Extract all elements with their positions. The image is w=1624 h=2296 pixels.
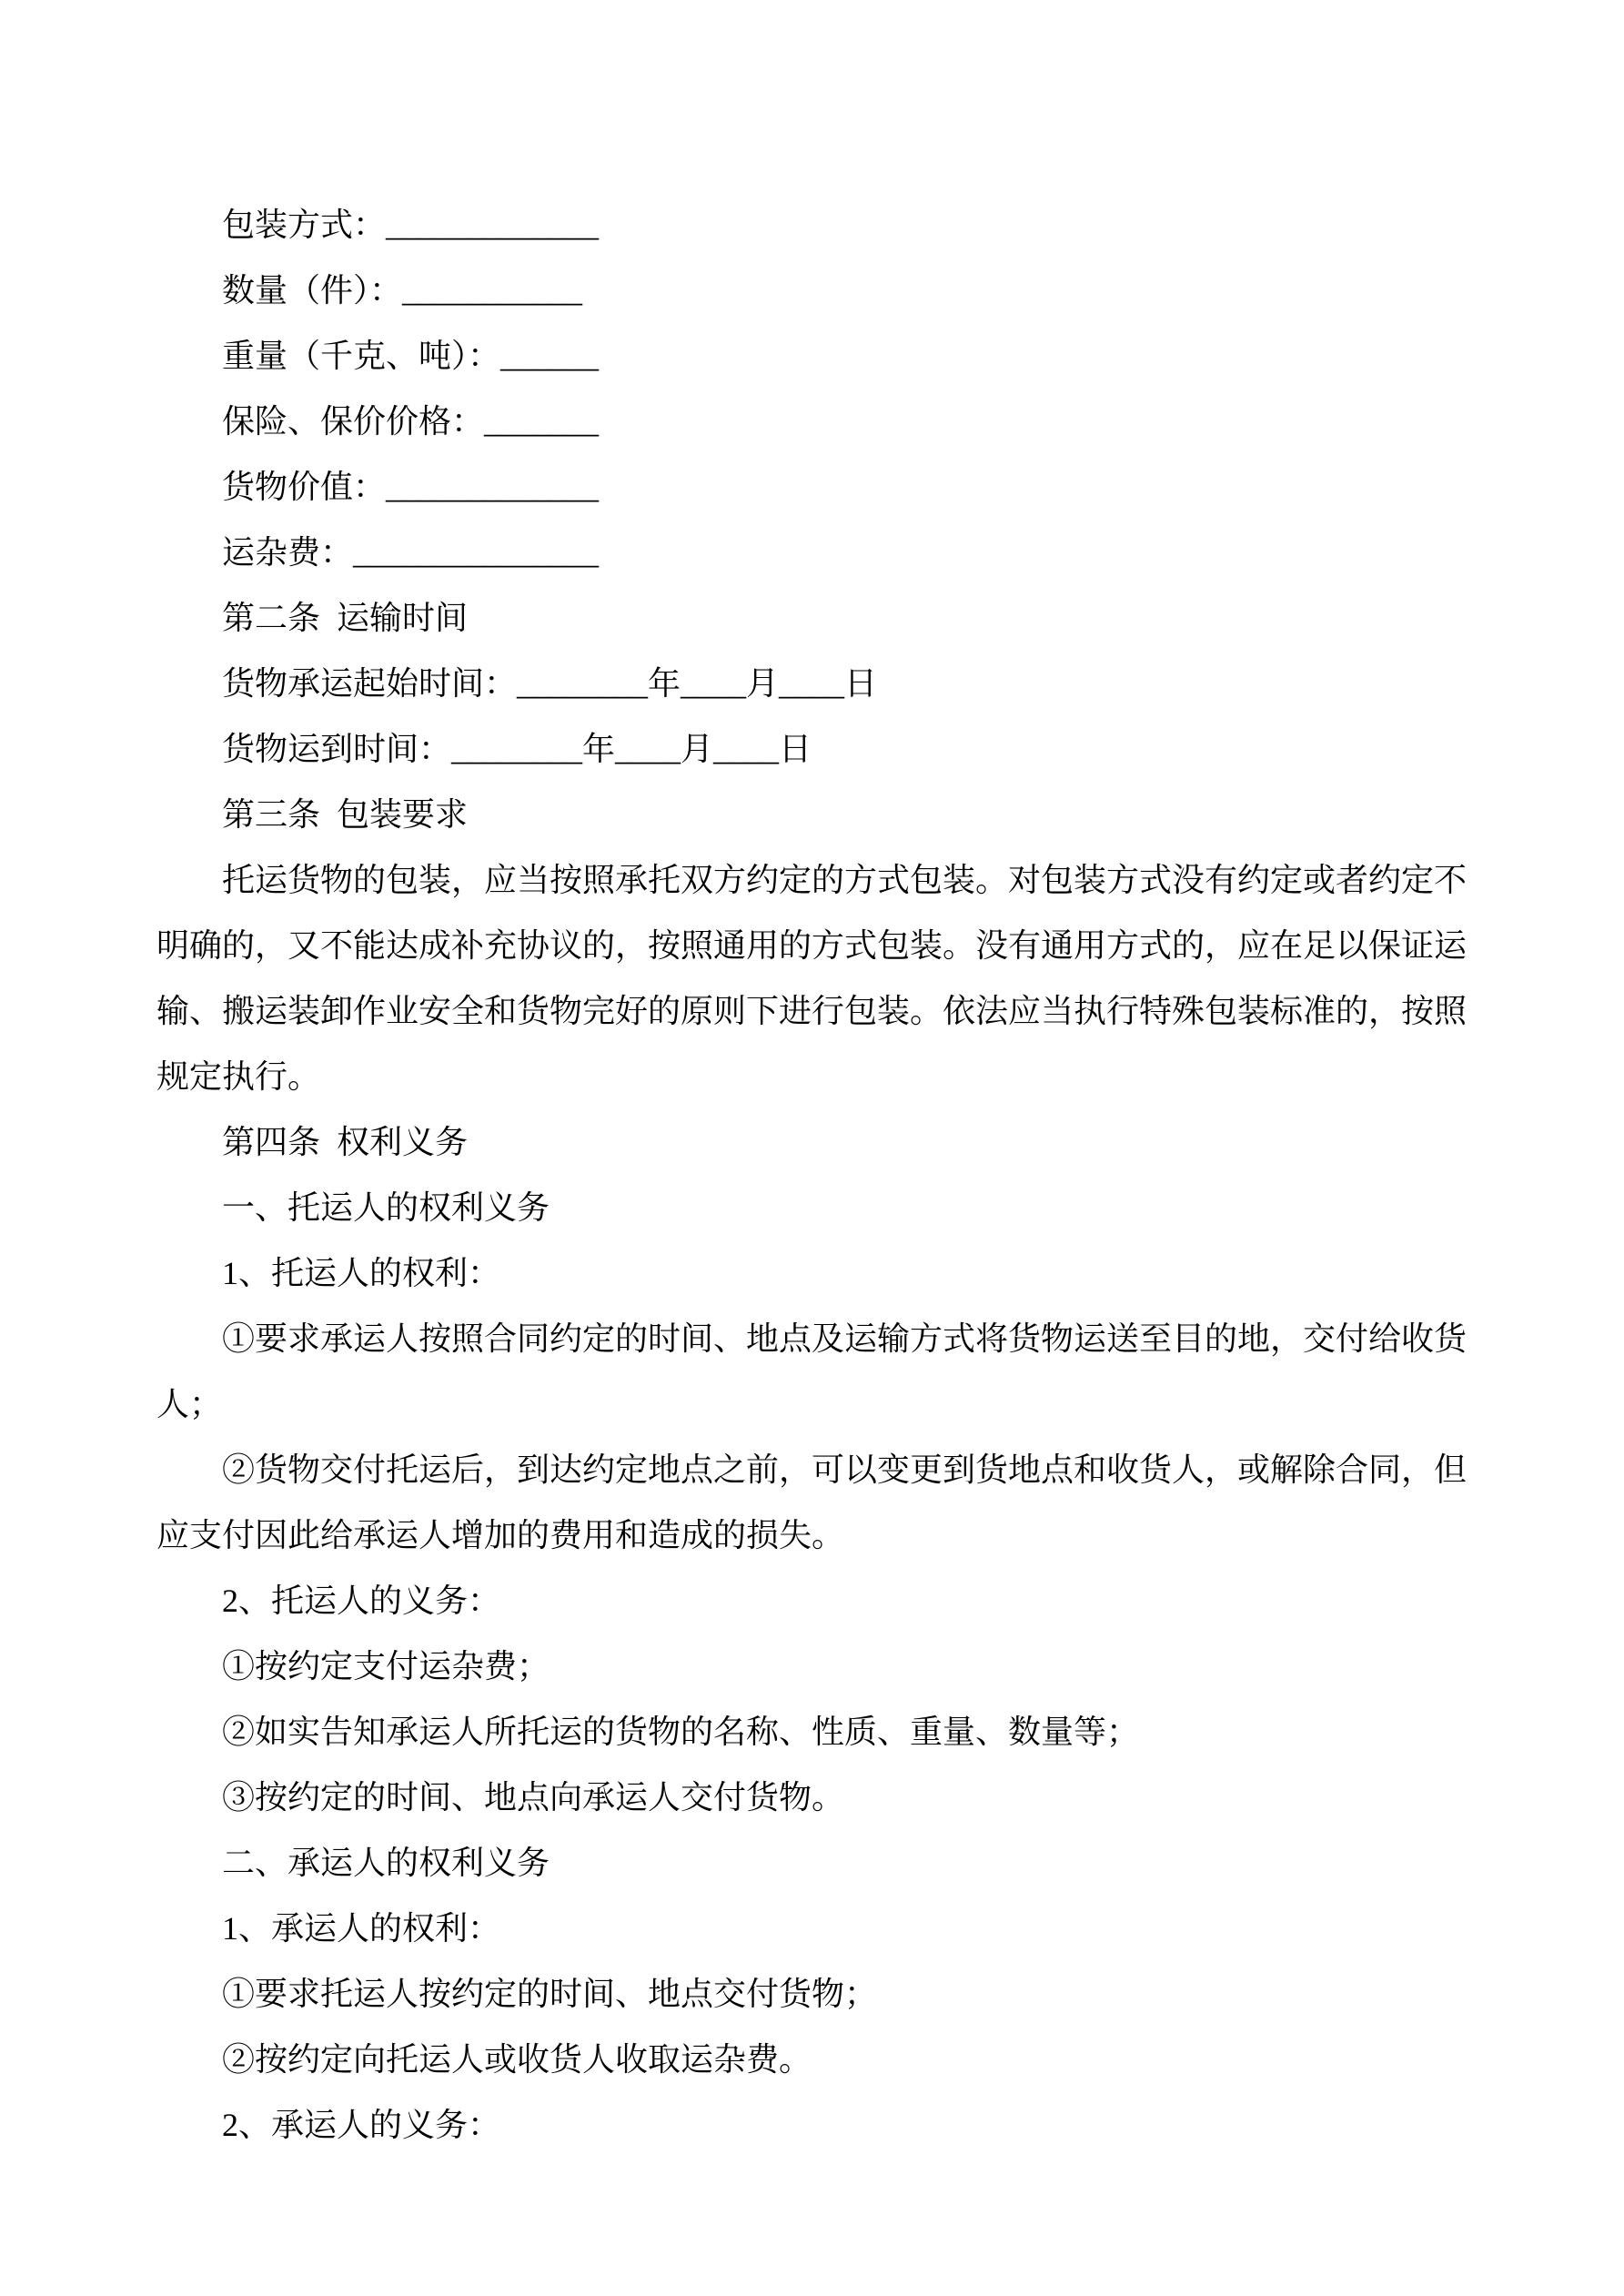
carrier-right-item-2: ②按约定向托运人或收货人收取运杂费。 <box>222 2041 812 2078</box>
article-3-heading: 第三条 包装要求 <box>222 796 469 833</box>
carrier-rights-obligations-heading: 二、承运人的权利义务 <box>222 1845 550 1881</box>
shipper-obligation-item-1: ①按约定支付运杂费； <box>222 1648 550 1684</box>
article-2-heading: 第二条 运输时间 <box>222 600 469 636</box>
shipper-right-item-1: ①要求承运人按照合同约定的时间、地点及运输方式将货物运送至目的地，交付给收货人； <box>156 1320 1468 1422</box>
carrier-obligations-subheading: 2、承运人的义务： <box>222 2107 501 2143</box>
shipper-obligation-item-3: ③按约定的时间、地点向承运人交付货物。 <box>222 1779 845 1816</box>
carrier-rights-subheading: 1、承运人的权利： <box>222 1910 501 1947</box>
field-insurance-value-line: 保险、保价价格：_______ <box>222 403 600 440</box>
shipper-obligation-item-2: ②如实告知承运人所托运的货物的名称、性质、重量、数量等； <box>222 1714 1140 1750</box>
article-4-heading: 第四条 权利义务 <box>222 1124 469 1160</box>
shipper-obligations-subheading: 2、托运人的义务： <box>222 1583 501 1619</box>
field-weight-line: 重量（千克、吨）：______ <box>222 338 600 374</box>
shipper-rights-subheading: 1、托运人的权利： <box>222 1255 501 1291</box>
shipper-rights-obligations-heading: 一、托运人的权利义务 <box>222 1189 550 1226</box>
field-goods-value-line: 货物价值：_____________ <box>222 469 600 505</box>
carrier-right-item-1: ①要求托运人按约定的时间、地点交付货物； <box>222 1976 878 2012</box>
field-freight-charge-line: 运杂费：_______________ <box>222 534 600 571</box>
field-packing-method-line: 包装方式：_____________ <box>222 207 600 243</box>
field-arrival-time-line: 货物运到时间：________年____月____日 <box>222 731 812 767</box>
shipper-right-item-2: ②货物交付托运后，到达约定地点之前，可以变更到货地点和收货人，或解除合同，但应支付因此给承运人增加的费用和造成的损失。 <box>156 1451 1468 1553</box>
field-quantity-line: 数量（件）：___________ <box>222 272 583 308</box>
field-shipping-start-time-line: 货物承运起始时间：________年____月____日 <box>222 665 878 702</box>
packing-requirements-paragraph: 托运货物的包装，应当按照承托双方约定的方式包装。对包装方式没有约定或者约定不明确的，又不能达成补充协议的，按照通用的方式包装。没有通用方式的，应在足以保证运输、搬运装卸作业安全和货物完好的原则下进行包装。依法应当执行特殊包装标准的，按照规定执行。 <box>156 862 1468 1095</box>
